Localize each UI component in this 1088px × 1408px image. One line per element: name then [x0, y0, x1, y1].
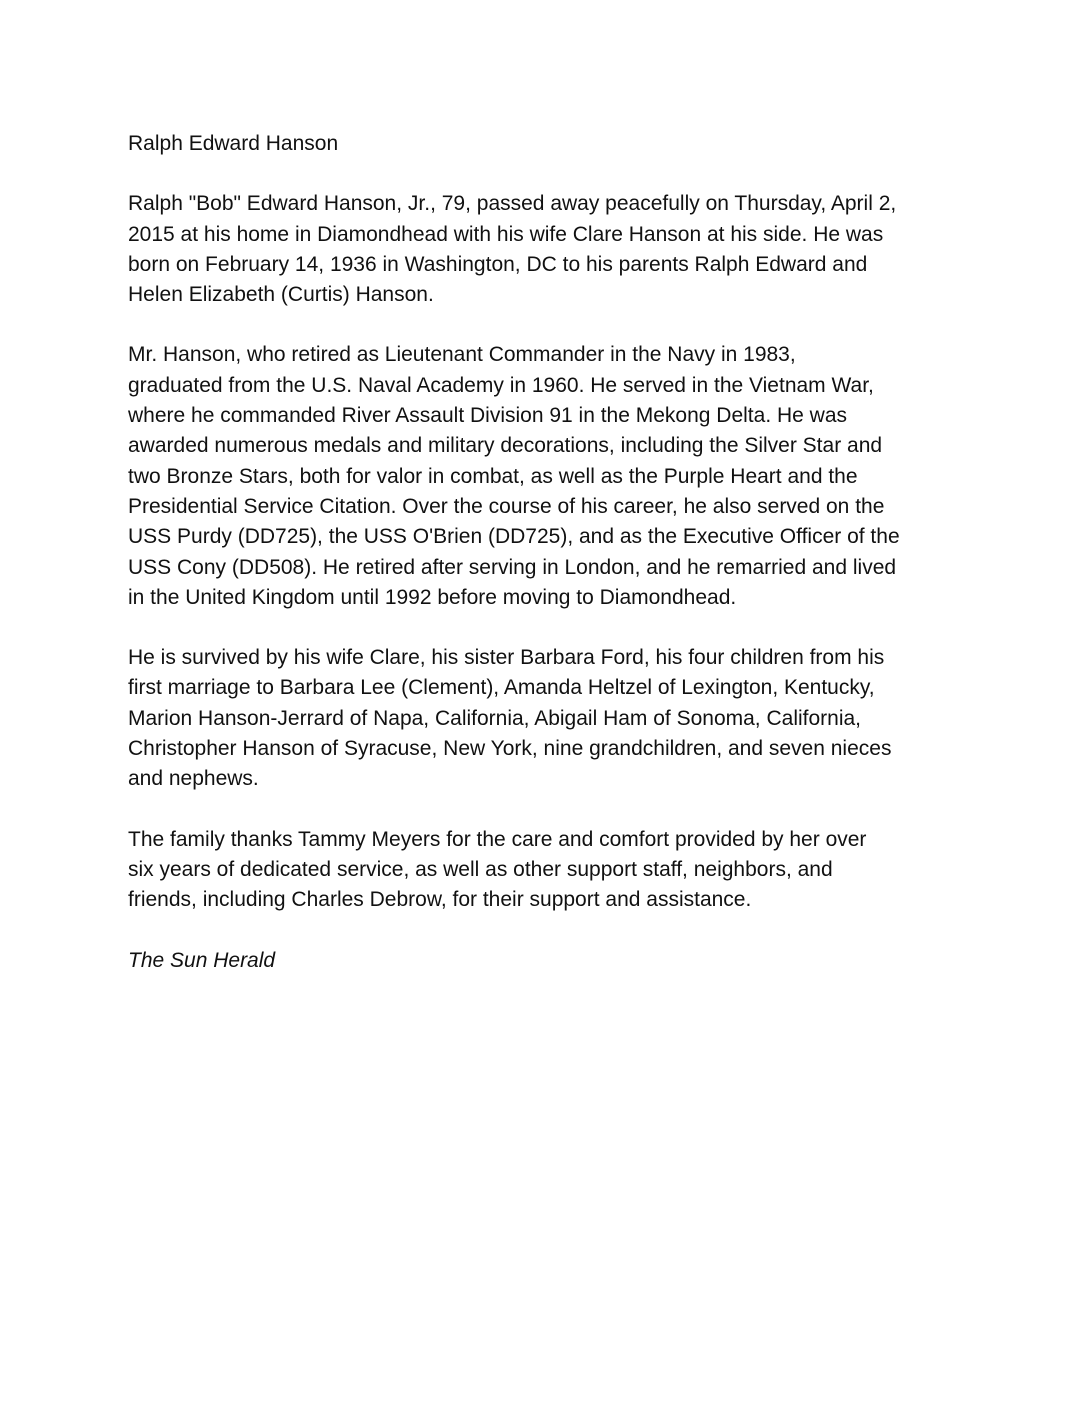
paragraph-line: Marion Hanson-Jerrard of Napa, California, Abigail Ham of Sonoma, California, — [128, 706, 862, 730]
paragraph-line: awarded numerous medals and military decorations, including the Silver Star and — [128, 434, 883, 458]
page-title: Ralph Edward Hanson — [128, 132, 339, 155]
paragraph-line: first marriage to Barbara Lee (Clement), Amanda Heltzel of Lexington, Kentucky, — [128, 676, 875, 700]
paragraph-line: in the United Kingdom until 1992 before moving to Diamondhead. — [128, 585, 737, 609]
paragraph-survivors — [128, 643, 968, 794]
paragraph-line: Ralph "Bob" Edward Hanson, Jr., 79, passed away peacefully on Thursday, April 2, — [128, 192, 897, 216]
paragraph-intro — [128, 189, 968, 310]
paragraph-line: Christopher Hanson of Syracuse, New York, nine grandchildren, and seven nieces — [128, 737, 892, 761]
source-credit: The Sun Herald — [128, 948, 276, 972]
paragraph-line: and nephews. — [128, 767, 259, 791]
paragraph-line: born on February 14, 1936 in Washington, DC to his parents Ralph Edward and — [128, 252, 868, 276]
paragraph-line: He is survived by his wife Clare, his sister Barbara Ford, his four children from his — [128, 646, 885, 670]
paragraph-line: where he commanded River Assault Division 91 in the Mekong Delta. He was — [128, 404, 848, 428]
paragraph-line: 2015 at his home in Diamondhead with his wife Clare Hanson at his side. He was — [128, 222, 884, 246]
paragraph-line: Helen Elizabeth (Curtis) Hanson. — [128, 283, 434, 307]
paragraph-line: Presidential Service Citation. Over the course of his career, he also served on the — [128, 494, 885, 518]
paragraph-line: USS Purdy (DD725), the USS O'Brien (DD725), and as the Executive Officer of the — [128, 525, 900, 549]
paragraph-line: The family thanks Tammy Meyers for the care and comfort provided by her over — [128, 827, 867, 851]
paragraph-line: USS Cony (DD508). He retired after serving in London, and he remarried and lived — [128, 555, 897, 579]
paragraph-line: two Bronze Stars, both for valor in combat, as well as the Purple Heart and the — [128, 464, 858, 488]
document-body — [128, 129, 968, 976]
paragraph-thanks — [128, 825, 968, 916]
paragraph-career — [128, 340, 968, 613]
paragraph-line: graduated from the U.S. Naval Academy in 1960. He served in the Vietnam War, — [128, 373, 874, 397]
paragraph-line: friends, including Charles Debrow, for their support and assistance. — [128, 888, 752, 912]
paragraph-line: Mr. Hanson, who retired as Lieutenant Commander in the Navy in 1983, — [128, 343, 796, 367]
paragraph-line: six years of dedicated service, as well as other support staff, neighbors, and — [128, 857, 833, 881]
